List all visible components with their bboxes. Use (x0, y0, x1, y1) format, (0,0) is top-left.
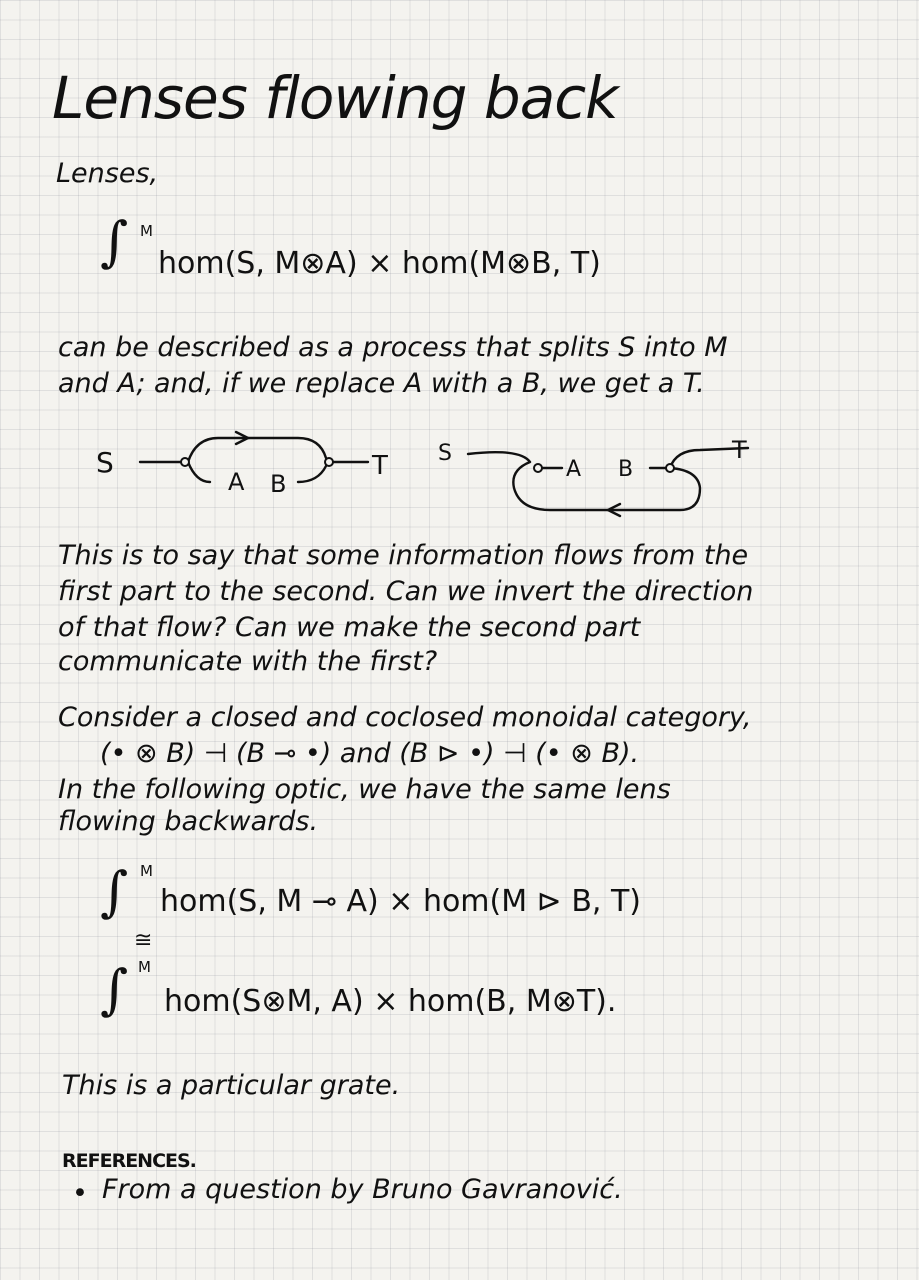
integral-sign: ∫ (100, 860, 129, 923)
formula-grate: hom(S⊗M, A) × hom(B, M⊗T). (164, 984, 617, 1019)
reference-bullet: • (72, 1178, 88, 1209)
integral-sign: ∫ (100, 958, 129, 1021)
paragraph-line: flowing backwards. (58, 806, 319, 837)
diagram-label-s: S (96, 446, 114, 479)
diagram-label-a: A (566, 457, 582, 482)
formula-backwards-lens: hom(S, M ⊸ A) × hom(M ⊳ B, T) (160, 884, 642, 919)
paragraph-line: can be described as a process that splits S into M (58, 332, 728, 363)
paragraph-line: of that flow? Can we make the second part (58, 612, 641, 643)
diagram-label-t: T (372, 451, 388, 481)
formula-lens: hom(S, M⊗A) × hom(M⊗B, T) (158, 246, 601, 281)
diagram-label-b: B (270, 470, 287, 498)
paragraph-line: Consider a closed and coclosed monoidal category, (58, 702, 752, 733)
page-title: Lenses flowing back (52, 64, 618, 132)
integral-sign: ∫ (100, 210, 129, 273)
paragraph-line: first part to the second. Can we invert the direction (58, 576, 754, 607)
integral-index: M (140, 862, 153, 880)
backwards-lens-diagram (430, 430, 770, 530)
diagram-label-t: T (732, 436, 747, 464)
paragraph-line: This is to say that some information flows from the (58, 540, 749, 571)
grate-note: This is a particular grate. (62, 1070, 401, 1101)
references-heading: REFERENCES. (62, 1150, 196, 1172)
paragraph-line: and A; and, if we replace A with a B, we get a T. (58, 368, 705, 399)
integral-index: M (138, 958, 151, 976)
paragraph-line: communicate with the first? (58, 646, 438, 677)
paragraph-line: In the following optic, we have the same lens (58, 774, 671, 805)
reference-item: From a question by Bruno Gavranović. (102, 1174, 623, 1205)
lenses-label: Lenses, (56, 158, 159, 189)
adjunction-line: (• ⊗ B) ⊣ (B ⊸ •) and (B ⊳ •) ⊣ (• ⊗ B). (100, 738, 640, 769)
diagram-label-a: A (228, 468, 245, 496)
integral-index: M (140, 222, 153, 240)
diagram-label-s: S (438, 441, 452, 466)
diagram-label-b: B (618, 457, 634, 482)
isomorphism-symbol: ≅ (134, 928, 153, 953)
